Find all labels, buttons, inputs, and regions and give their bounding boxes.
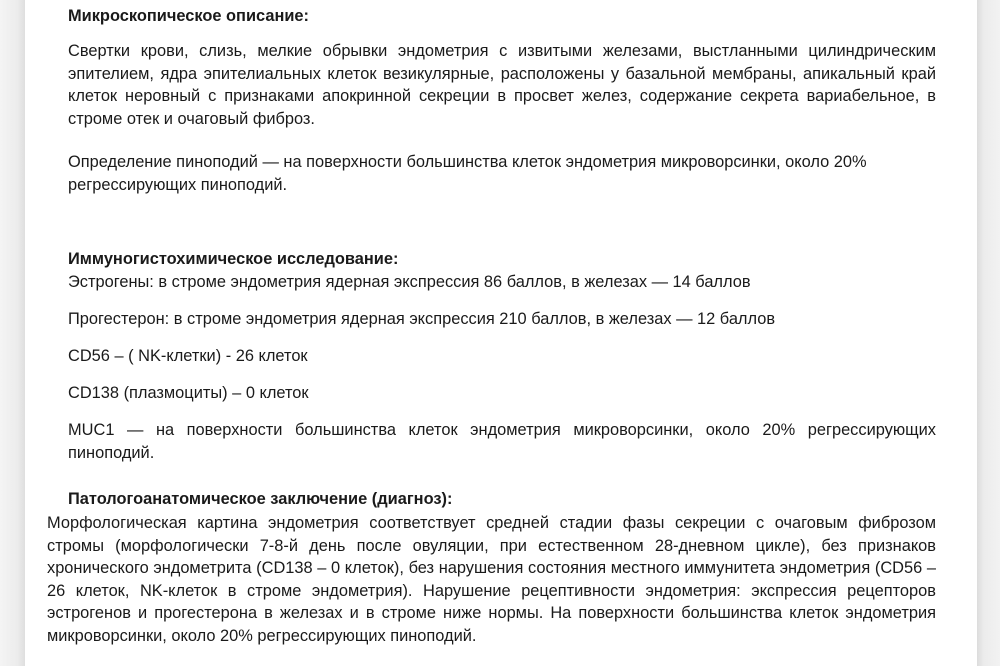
conclusion-heading: Патологоанатомическое заключение (диагноз): xyxy=(68,490,453,508)
page-margin-right xyxy=(977,0,1000,666)
microscopic-heading: Микроскопическое описание: xyxy=(68,7,310,25)
page-margin-left xyxy=(0,0,25,666)
ihc-muc1: MUC1 — на поверхности большинства клеток эндометрия микроворсинки, около 20% регрессирующих пиноподий. xyxy=(68,421,936,462)
ihc-cd138: CD138 (плазмоциты) – 0 клеток xyxy=(68,384,309,402)
document-page xyxy=(25,0,977,666)
conclusion-paragraph: Морфологическая картина эндометрия соответствует средней стадии фазы секреции с очаговым фиброзом стромы (морфологически 7-8-й день после овуляции, при естественном 28-дневном цикле), без признаков хронического эндометрита (CD138 – 0 клеток), без нарушения состояния местного иммунитета эндометрия (CD56 – 26 клеток, NK-клеток в строме эндометрия). Нарушение рецептивности эндометрия: экспрессия рецепторов эстрогенов и прогестерона в железах и в строме ниже нормы. На поверхности большинства клеток эндометрия микроворсинки, около 20% регрессирующих пиноподий. xyxy=(47,514,936,645)
pinopodes-paragraph: Определение пиноподий — на поверхности большинства клеток эндометрия микроворсинки, около 20% регрессирующих пиноподий. xyxy=(68,153,867,194)
microscopic-paragraph: Свертки крови, слизь, мелкие обрывки эндометрия с извитыми железами, выстланными цилиндрическим эпителием, ядра эпителиальных клеток везикулярные, расположены у базальной мембраны, апикальный край клеток неровный с признаками апокринной секреции в просвет желез, содержание секрета вариабельное, в строме отек и очаговый фиброз. xyxy=(68,42,936,128)
ihc-cd56: CD56 – ( NK-клетки) - 26 клеток xyxy=(68,347,308,365)
ihc-estrogen: Эстрогены: в строме эндометрия ядерная экспрессия 86 баллов, в железах — 14 баллов xyxy=(68,273,751,291)
ihc-heading: Иммуногистохимическое исследование: xyxy=(68,250,399,268)
ihc-progesterone: Прогестерон: в строме эндометрия ядерная экспрессия 210 баллов, в железах — 12 баллов xyxy=(68,310,776,328)
